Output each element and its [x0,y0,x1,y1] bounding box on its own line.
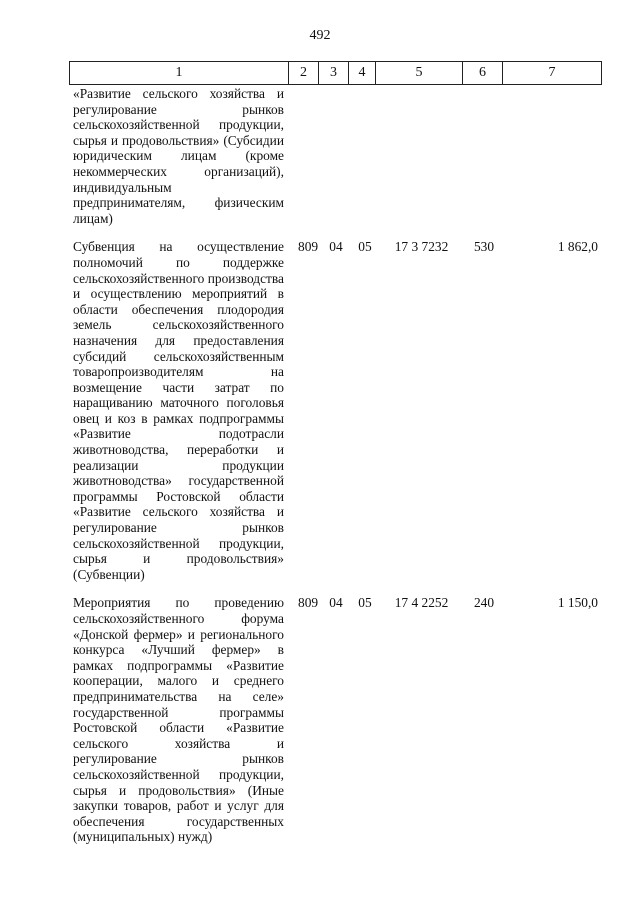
table-row [69,595,601,845]
expense-type-code: 240 [473,595,495,611]
subsection-code: 05 [358,239,372,255]
target-article-code [379,86,464,226]
target-article-code: 17 3 7232 [394,239,449,255]
amount: 1 150,0 [557,595,598,611]
amount [504,86,601,226]
section-code: 04 [329,595,343,611]
column-header-2: 2 [289,62,319,85]
column-header-3: 3 [319,62,349,85]
amount: 1 862,0 [557,239,598,255]
ministry-code: 809 [298,239,319,255]
section-code [321,86,351,226]
column-header-1: 1 [70,62,289,85]
table-header [69,61,602,85]
table-row [69,86,601,226]
page-number: 492 [309,28,331,43]
column-header-4: 4 [349,62,376,85]
column-header-5: 5 [376,62,463,85]
row-description: Субвенция на осуществление полномочий по поддержке сельскохозяйственного производства и осуществлению мероприятий в области обеспечения плодородия земель сельскохозяйственного назначения для предоставления субсидий сельскохозяйственным товаропроизводителям на возмещение части затрат по наращиванию маточного поголовья овец и коз в рамках подпрограммы «Развитие подотрасли животноводства, переработки и реализации продукции животноводства» государственной программы Ростовской области «Развитие сельского хозяйства и регулирование рынков сельскохозяйственной продукции, сырья и продовольствия» (Субвенции) [73,239,284,582]
subsection-code [351,86,379,226]
expense-type-code [464,86,504,226]
ministry-code [292,86,321,226]
column-header-7: 7 [503,62,602,85]
subsection-code: 05 [358,595,372,611]
column-header-6: 6 [463,62,503,85]
expense-type-code: 530 [473,239,495,255]
row-description: Мероприятия по проведению сельскохозяйственного форума «Донской фермер» и регионального конкурса «Лучший фермер» в рамках подпрограммы «Развитие кооперации, малого и среднего предпринимательства на селе» государственной программы Ростовской области «Развитие сельского хозяйства и регулирование рынков сельскохозяйственной продукции, сырья и продовольствия» (Иные закупки товаров, работ и услуг для обеспечения государственных (муниципальных) нужд) [73,595,284,845]
row-description: «Развитие сельского хозяйства и регулирование рынков сельскохозяйственной продукции, сырья и продовольствия» (Субсидии юридическим лицам (кроме некоммерческих организаций), индивидуальным предпринимателям, физическим лицам) [73,86,284,226]
table-row [69,239,601,582]
section-code: 04 [329,239,343,255]
table-body [69,86,601,845]
target-article-code: 17 4 2252 [394,595,449,611]
ministry-code: 809 [298,595,319,611]
